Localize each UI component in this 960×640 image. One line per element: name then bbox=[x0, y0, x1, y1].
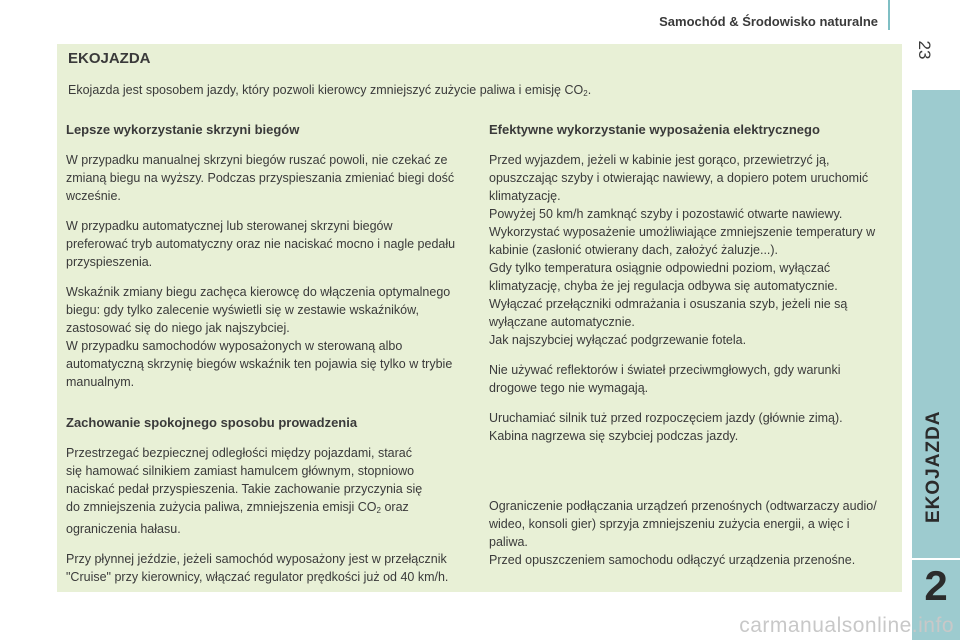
spacer bbox=[489, 457, 897, 497]
side-tab-rule bbox=[912, 558, 960, 560]
calm-driving-paragraph-2: Przy płynnej jeździe, jeżeli samochód wyposażony jest w przełącznik "Cruise" przy kierownicy, włączać regulator prędkości już od 40 km/h. bbox=[66, 552, 449, 584]
gearbox-paragraph-1: W przypadku manualnej skrzyni biegów ruszać powoli, nie czekać ze zmianą biegu na wyższy. Podczas przyspieszania zmieniać biegi dość wcześnie. bbox=[66, 153, 455, 203]
gearbox-paragraph-2: W przypadku automatycznej lub sterowanej skrzyni biegów preferować tryb automatyczny oraz nie naciskać mocno i nagle pedału przyspieszenia. bbox=[66, 219, 456, 269]
intro-subscript: 2 bbox=[583, 89, 588, 98]
intro-end: . bbox=[587, 83, 592, 97]
right-column bbox=[489, 122, 897, 581]
page-number: 23 bbox=[915, 40, 934, 60]
calm-driving-heading: Zachowanie spokojnego sposobu prowadzenia bbox=[66, 415, 358, 430]
calm-text: Przestrzegać bezpiecznej odległości między pojazdami, starać się hamować silnikiem zamiast hamulcem głównym, stopniowo naciskać pedał przyspieszenia. Takie zachowanie przyczynia się do zmniejszenia zużycia paliwa, zmniejszenia emisji CO bbox=[66, 446, 423, 514]
calm-driving-paragraph-1 bbox=[66, 444, 476, 538]
intro-text: Ekojazda jest sposobem jazdy, który pozwoli kierowcy zmniejszyć zużycie paliwa i emisję CO bbox=[68, 83, 584, 97]
chapter-number: 2 bbox=[924, 562, 948, 609]
section-title: EKOJAZDA bbox=[68, 50, 151, 67]
spacer bbox=[66, 403, 476, 415]
electric-paragraph-1: Przed wyjazdem, jeżeli w kabinie jest gorąco, przewietrzyć ją, opuszczając szyby i otwierając nawiewy, a dopiero potem uruchomić klimatyzację. Powyżej 50 km/h zamknąć szyby i pozostawić otwarte nawiewy. Wykorzystać wyposażenie umożliwiające zmniejszenie temperatury w kabinie (zasłonić otwierany dach, założyć żaluzje...). Gdy tylko temperatura osiągnie odpowiedni poziom, wyłączać klimatyzację, chyba że jej regulacja odbywa się automatycznie. Wyłączać przełączniki odmrażania i osuszania szyb, jeżeli nie są wyłączane automatycznie. Jak najszybciej wyłączać podgrzewanie fotela. bbox=[489, 153, 876, 347]
electric-paragraph-2: Nie używać reflektorów i świateł przeciwmgłowych, gdy warunki drogowe tego nie wymagają. bbox=[489, 363, 841, 395]
gearbox-paragraph-3: Wskaźnik zmiany biegu zachęca kierowcę do włączenia optymalnego biegu: gdy tylko zalecenie wyświetli się w zestawie wskaźników, zastosować się do niego jak najszybciej. W przypadku samochodów wyposażonych w sterowaną albo automatyczną skrzynię biegów wskaźnik ten pojawia się tylko w trybie manualnym. bbox=[66, 285, 453, 389]
calm-text-end: oraz ograniczenia hałasu. bbox=[66, 500, 409, 536]
watermark: carmanualsonline.info bbox=[739, 614, 954, 637]
electric-heading: Efektywne wykorzystanie wyposażenia elektrycznego bbox=[489, 122, 820, 137]
calm-subscript: 2 bbox=[376, 506, 381, 515]
left-column bbox=[66, 122, 476, 598]
running-header: Samochód & Środowisko naturalne bbox=[659, 14, 878, 29]
content-panel bbox=[57, 44, 902, 592]
header-rule bbox=[888, 0, 890, 30]
intro-paragraph bbox=[68, 81, 868, 103]
chapter-tab-label: EKOJAZDA bbox=[923, 410, 944, 523]
electric-paragraph-3: Uruchamiać silnik tuż przed rozpoczęciem jazdy (głównie zimą). Kabina nagrzewa się szybciej podczas jazdy. bbox=[489, 411, 843, 443]
gearbox-heading: Lepsze wykorzystanie skrzyni biegów bbox=[66, 122, 300, 137]
electric-paragraph-4: Ograniczenie podłączania urządzeń przenośnych (odtwarzaczy audio/ wideo, konsoli gier) sprzyja zmniejszeniu zużycia energii, a więc i paliwa. Przed opuszczeniem samochodu odłączyć urządzenia przenośne. bbox=[489, 499, 877, 567]
